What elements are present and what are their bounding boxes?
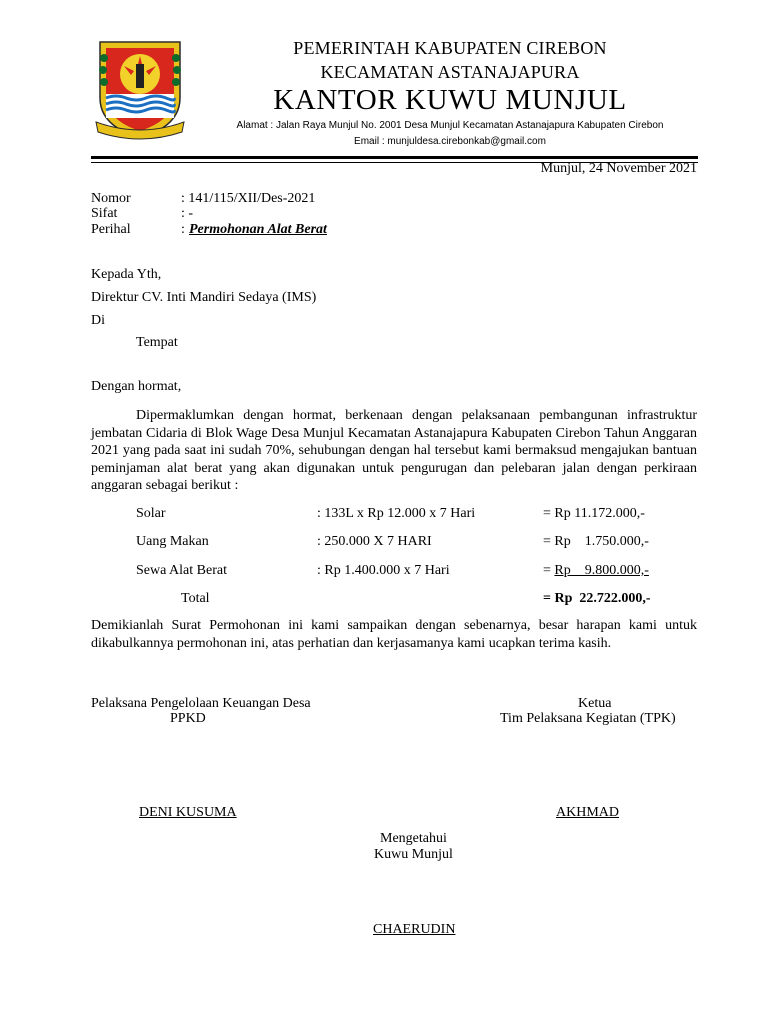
letterhead-rule-thick	[91, 156, 698, 159]
sifat-label: Sifat	[91, 206, 118, 221]
signature-center-name: CHAERUDIN	[373, 922, 456, 937]
perihal-value: Permohonan Alat Berat	[189, 222, 327, 237]
body-paragraph: Dipermaklumkan dengan hormat, berkenaan dengan pelaksanaan pembangunan infrastruktur jembatan Cidaria di Blok Wage Desa Munjul Kecamatan Astanajapura Kabupaten Cirebon Tahun Anggaran 2021 yang pada saat ini sudah 70%, sehubungan dengan hal tersebut kami bermaksud mengajukan bantuan peminjaman alat berat yang akan digunakan untuk pengurugan dan pelebaran jalan dengan perkiraan anggaran sebagai berikut :	[91, 408, 697, 493]
closing-paragraph: Demikianlah Surat Permohonan ini kami sampaikan dengan sebenarnya, besar harapan kami untuk dikabulkannya permohonan ini, atas perhatian dan kerjasamanya kami ucapkan terima kasih.	[91, 618, 697, 651]
signature-left-name: DENI KUSUMA	[139, 805, 237, 820]
signature-right-subtitle: Tim Pelaksana Kegiatan (TPK)	[500, 711, 676, 726]
budget-total-label: Total	[181, 591, 210, 606]
budget-eq: =	[543, 563, 555, 578]
recipient-kepada: Kepada Yth,	[91, 267, 162, 282]
recipient-name: Direktur CV. Inti Mandiri Sedaya (IMS)	[91, 290, 317, 305]
budget-total-amount: = Rp 22.722.000,-	[543, 591, 651, 606]
budget-detail: : 250.000 X 7 HARI	[317, 534, 432, 549]
letterhead-office: KANTOR KUWU MUNJUL	[273, 84, 627, 116]
budget-item: Sewa Alat Berat	[136, 563, 227, 578]
budget-detail: : 133L x Rp 12.000 x 7 Hari	[317, 506, 476, 521]
signature-center-title: Mengetahui	[380, 831, 447, 846]
greeting: Dengan hormat,	[91, 379, 182, 394]
perihal-label: Perihal	[91, 222, 131, 237]
signature-left-subtitle: PPKD	[170, 711, 206, 726]
perihal-colon: :	[181, 222, 185, 237]
letterhead-address: Alamat : Jalan Raya Munjul No. 2001 Desa Munjul Kecamatan Astanajapura Kabupaten Cirebon	[236, 120, 664, 131]
budget-item: Uang Makan	[136, 534, 209, 549]
budget-amount: = Rp 11.172.000,-	[543, 506, 645, 521]
letterhead-government: PEMERINTAH KABUPATEN CIREBON	[293, 38, 607, 58]
nomor-value: : 141/115/XII/Des-2021	[181, 191, 316, 206]
recipient-tempat: Tempat	[136, 335, 178, 350]
sifat-value: : -	[181, 206, 194, 221]
letterhead-district: KECAMATAN ASTANAJAPURA	[320, 62, 580, 82]
signature-left-title: Pelaksana Pengelolaan Keuangan Desa	[91, 696, 311, 711]
budget-amount: = Rp 1.750.000,-	[543, 534, 649, 549]
letter-date: Munjul, 24 November 2021	[540, 161, 697, 176]
letterhead-email: Email : munjuldesa.cirebonkab@gmail.com	[354, 136, 546, 147]
cirebon-emblem-logo	[94, 38, 186, 142]
budget-detail: : Rp 1.400.000 x 7 Hari	[317, 563, 450, 578]
budget-amount-underlined: Rp 9.800.000,-	[554, 563, 649, 578]
signature-center-subtitle: Kuwu Munjul	[374, 847, 453, 862]
nomor-label: Nomor	[91, 191, 131, 206]
budget-amount	[543, 562, 649, 580]
recipient-di: Di	[91, 313, 105, 328]
signature-right-title: Ketua	[578, 696, 612, 711]
signature-right-name: AKHMAD	[556, 805, 619, 820]
budget-item: Solar	[136, 506, 166, 521]
